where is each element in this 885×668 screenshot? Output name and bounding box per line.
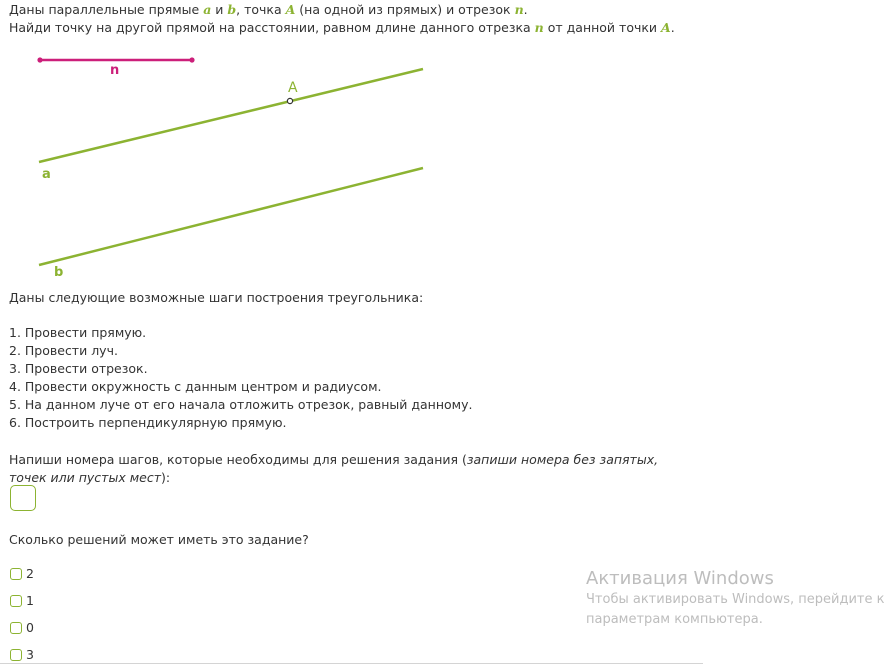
- task-text: .: [523, 2, 528, 17]
- math-var-A: A: [661, 20, 671, 35]
- steps-title: Даны следующие возможные шаги построения треугольника:: [9, 290, 424, 305]
- option-2[interactable]: [10, 560, 34, 587]
- task-text: Найди точку на другой прямой на расстоянии, равном длине данного отрезка: [9, 20, 535, 35]
- option-1[interactable]: [10, 587, 34, 614]
- step-item: 4. Провести окружность с данным центром и радиусом.: [9, 379, 382, 394]
- task-text: Даны параллельные прямые: [9, 2, 204, 17]
- point-A: [287, 98, 292, 103]
- line-b-label: b: [54, 265, 64, 280]
- line-a: [39, 69, 423, 162]
- options-list: [10, 560, 34, 668]
- option-0[interactable]: [10, 614, 34, 641]
- step-item: 2. Провести луч.: [9, 343, 118, 358]
- task-line-1: [9, 1, 699, 19]
- task-statement: [9, 1, 699, 37]
- step-item: 1. Провести прямую.: [9, 325, 147, 340]
- answer-input[interactable]: [10, 485, 36, 511]
- math-var-n: n: [534, 20, 544, 35]
- line-a-label: a: [42, 167, 51, 182]
- question-text-end: ):: [160, 470, 171, 485]
- option-label: 3: [26, 647, 34, 662]
- segment-n-end-right: [189, 57, 194, 62]
- checkbox[interactable]: [10, 568, 22, 580]
- task-text: , точка: [236, 2, 286, 17]
- watermark-title: Активация Windows: [586, 568, 774, 589]
- task-text: (на одной из прямых) и отрезок: [295, 2, 515, 17]
- segment-n-label: n: [110, 63, 120, 78]
- question-hint: запиши номера без запятых, точек или пустых мест: [9, 452, 659, 485]
- task-text: .: [670, 20, 675, 35]
- question-solutions-count: Сколько решений может иметь это задание?: [9, 532, 309, 547]
- question-text: Напиши номера шагов, которые необходимы для решения задания (: [9, 452, 467, 467]
- line-b: [39, 168, 423, 265]
- option-label: 0: [26, 620, 34, 635]
- math-var-A: A: [285, 2, 296, 17]
- option-label: 2: [26, 566, 34, 581]
- bottom-divider: [0, 663, 703, 664]
- task-text: и: [211, 2, 228, 17]
- checkbox[interactable]: [10, 622, 22, 634]
- segment-n-end-left: [37, 57, 42, 62]
- task-line-2: [9, 19, 699, 37]
- step-item: 6. Построить перпендикулярную прямую.: [9, 415, 287, 430]
- checkbox[interactable]: [10, 649, 22, 661]
- step-item: 3. Провести отрезок.: [9, 361, 148, 376]
- step-item: 5. На данном луче от его начала отложить отрезок, равный данному.: [9, 397, 473, 412]
- question-steps: [9, 451, 699, 487]
- checkbox[interactable]: [10, 595, 22, 607]
- task-text: от данной точки: [543, 20, 661, 35]
- geometry-figure: [0, 48, 440, 283]
- math-var-n: n: [514, 2, 524, 17]
- math-var-b: b: [227, 2, 237, 17]
- math-var-a: a: [203, 2, 212, 17]
- watermark-line: Чтобы активировать Windows, перейдите к: [586, 592, 885, 607]
- steps-list: [9, 324, 472, 432]
- option-label: 1: [26, 593, 34, 608]
- windows-activation-watermark: [586, 568, 885, 630]
- watermark-line: параметрам компьютера.: [586, 612, 763, 627]
- point-A-label: A: [288, 80, 298, 96]
